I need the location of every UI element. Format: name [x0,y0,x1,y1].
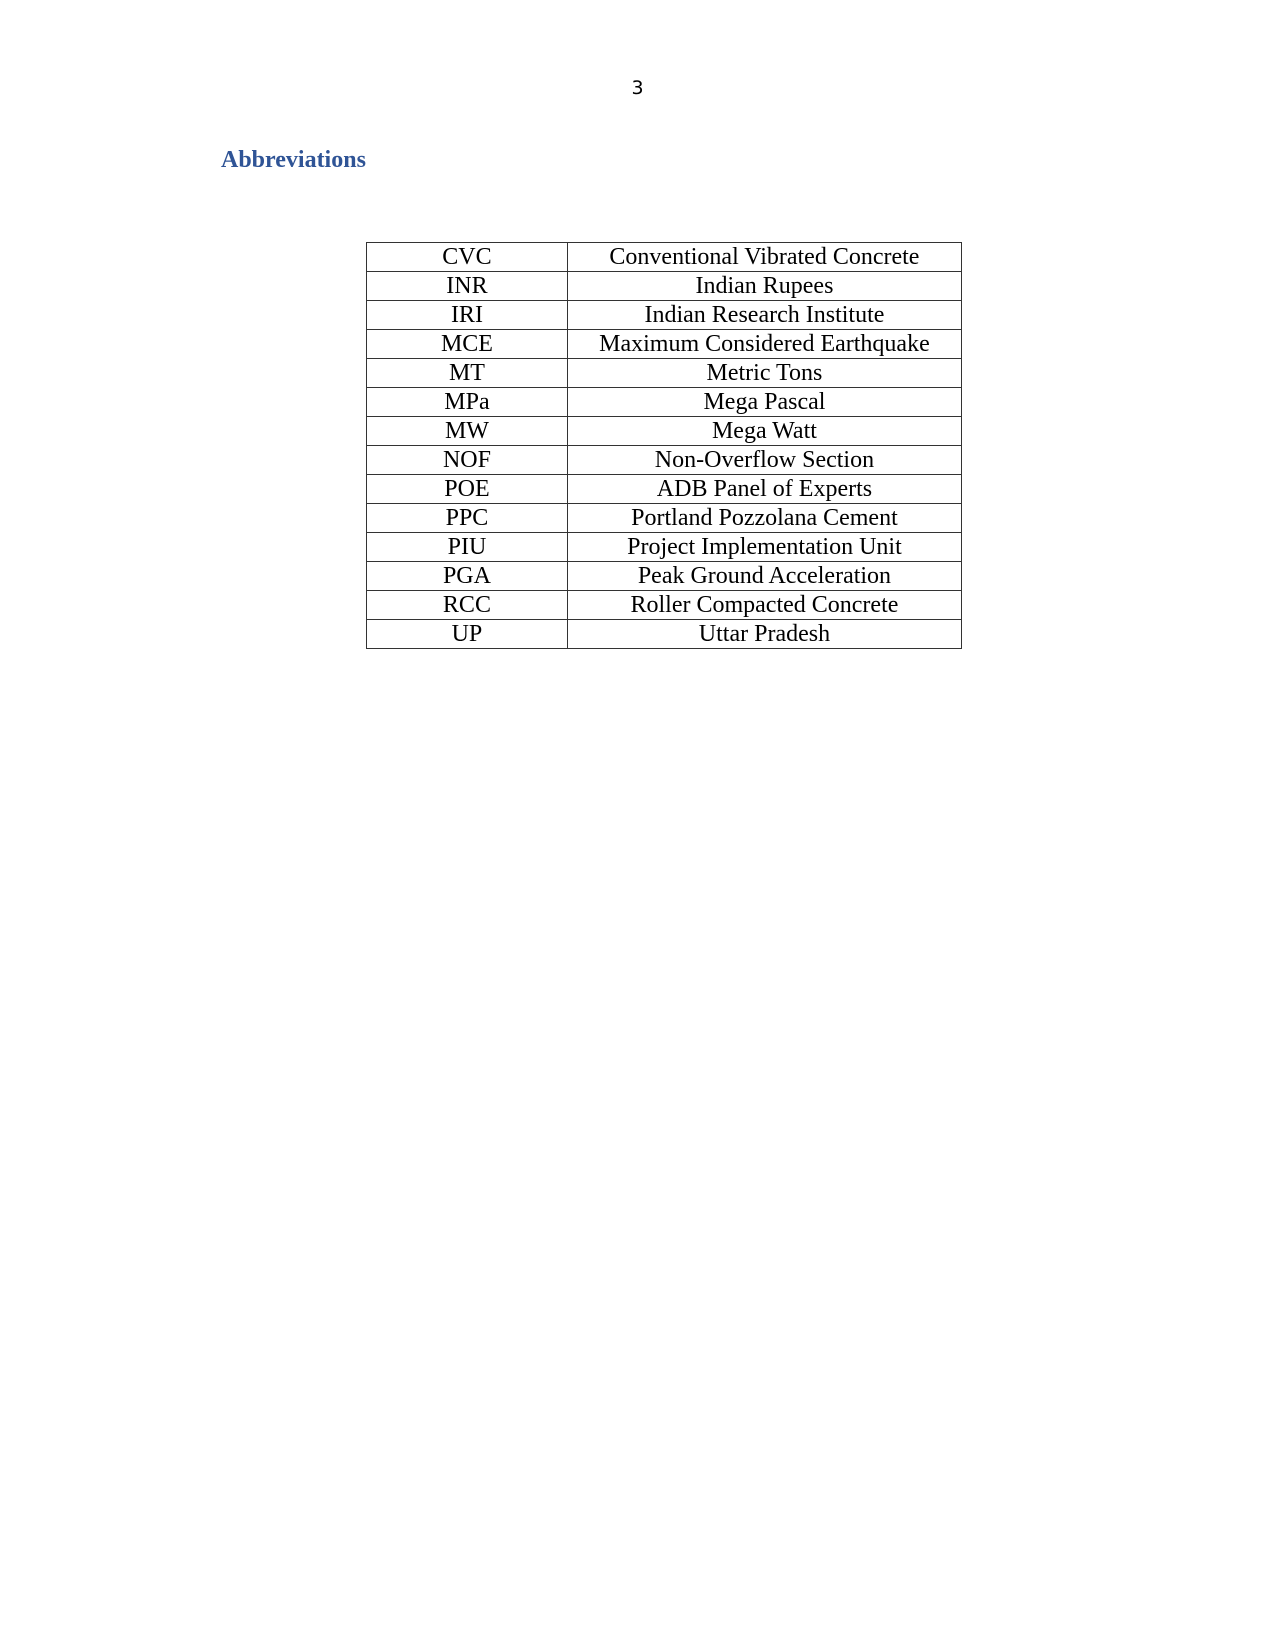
abbreviations-table [366,242,962,649]
meaning-cell: Portland Pozzolana Cement [567,504,961,533]
meaning-cell: Uttar Pradesh [567,620,961,649]
meaning-cell: Indian Research Institute [567,301,961,330]
table-row [367,243,962,272]
abbreviation-cell: PGA [367,562,568,591]
meaning-cell: Peak Ground Acceleration [567,562,961,591]
table-row [367,301,962,330]
meaning-cell: Indian Rupees [567,272,961,301]
table-row [367,475,962,504]
meaning-cell: Mega Pascal [567,388,961,417]
table-row [367,272,962,301]
abbreviation-cell: POE [367,475,568,504]
table-row [367,562,962,591]
table-row [367,330,962,359]
meaning-cell: Maximum Considered Earthquake [567,330,961,359]
abbreviation-cell: INR [367,272,568,301]
abbreviations-table-body [367,243,962,649]
table-row [367,417,962,446]
meaning-cell: Project Implementation Unit [567,533,961,562]
table-row [367,359,962,388]
page-number: 3 [631,77,644,99]
table-row [367,533,962,562]
section-heading: Abbreviations [221,147,366,173]
abbreviation-cell: UP [367,620,568,649]
abbreviation-cell: MW [367,417,568,446]
meaning-cell: Mega Watt [567,417,961,446]
meaning-cell: ADB Panel of Experts [567,475,961,504]
abbreviation-cell: RCC [367,591,568,620]
abbreviation-cell: MPa [367,388,568,417]
abbreviation-cell: CVC [367,243,568,272]
table-row [367,446,962,475]
abbreviation-cell: MCE [367,330,568,359]
meaning-cell: Roller Compacted Concrete [567,591,961,620]
abbreviation-cell: NOF [367,446,568,475]
meaning-cell: Non-Overflow Section [567,446,961,475]
table-row [367,504,962,533]
meaning-cell: Conventional Vibrated Concrete [567,243,961,272]
abbreviation-cell: MT [367,359,568,388]
table-row [367,388,962,417]
abbreviation-cell: PPC [367,504,568,533]
meaning-cell: Metric Tons [567,359,961,388]
table-row [367,620,962,649]
abbreviation-cell: PIU [367,533,568,562]
abbreviation-cell: IRI [367,301,568,330]
table-row [367,591,962,620]
